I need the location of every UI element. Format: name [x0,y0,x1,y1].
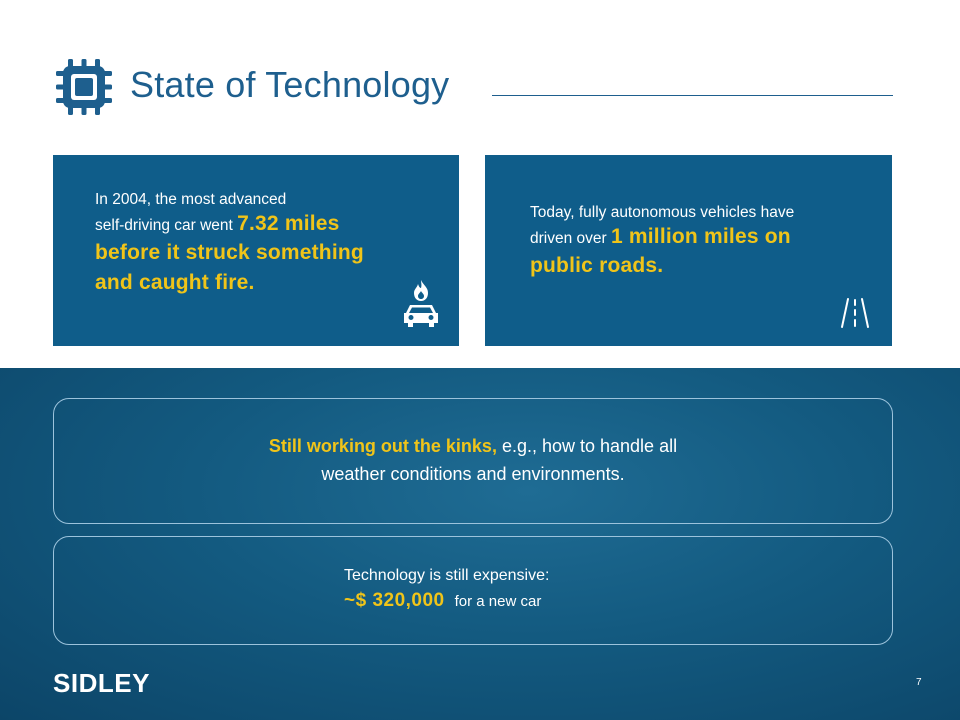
cost-line1: Technology is still expensive: [344,567,550,584]
cost-text [344,563,549,614]
page-title: State of Technology [130,64,450,105]
card-2004-line4: and caught fire. [95,271,255,294]
card-today-text [530,201,875,281]
card-today-line2: driven over [530,230,611,247]
card-today-fact [485,155,892,346]
cost-price: ~$ 320,000 [344,590,445,611]
kinks-highlight: Still working out the kinks, [268,436,497,456]
sidley-logo: SIDLEY [53,668,150,698]
kinks-box [53,398,893,524]
kinks-line2: weather conditions and environments. [321,464,625,484]
card-today-line1: Today, fully autonomous vehicles have [530,204,795,221]
kinks-text [54,432,892,488]
card-2004-miles: 7.32 miles [237,212,340,235]
page-number: 7 [916,677,922,688]
kinks-rest: e.g., how to handle all [496,436,678,456]
card-2004-line2: self-driving car went [95,217,238,234]
road-icon [840,296,870,330]
title-divider [492,95,893,96]
bottom-band [0,368,960,720]
card-2004-fact [53,155,459,346]
card-2004-text [95,188,445,298]
card-today-line3: public roads. [530,254,664,277]
car-on-fire-icon [402,279,440,329]
cost-price-suffix: for a new car [454,593,542,610]
microchip-icon [55,58,113,116]
card-2004-line3: before it struck something [95,241,364,264]
cost-box [53,536,893,645]
slide-header [0,0,960,150]
card-today-miles: 1 million miles on [610,225,791,248]
card-2004-line1: In 2004, the most advanced [95,191,287,208]
